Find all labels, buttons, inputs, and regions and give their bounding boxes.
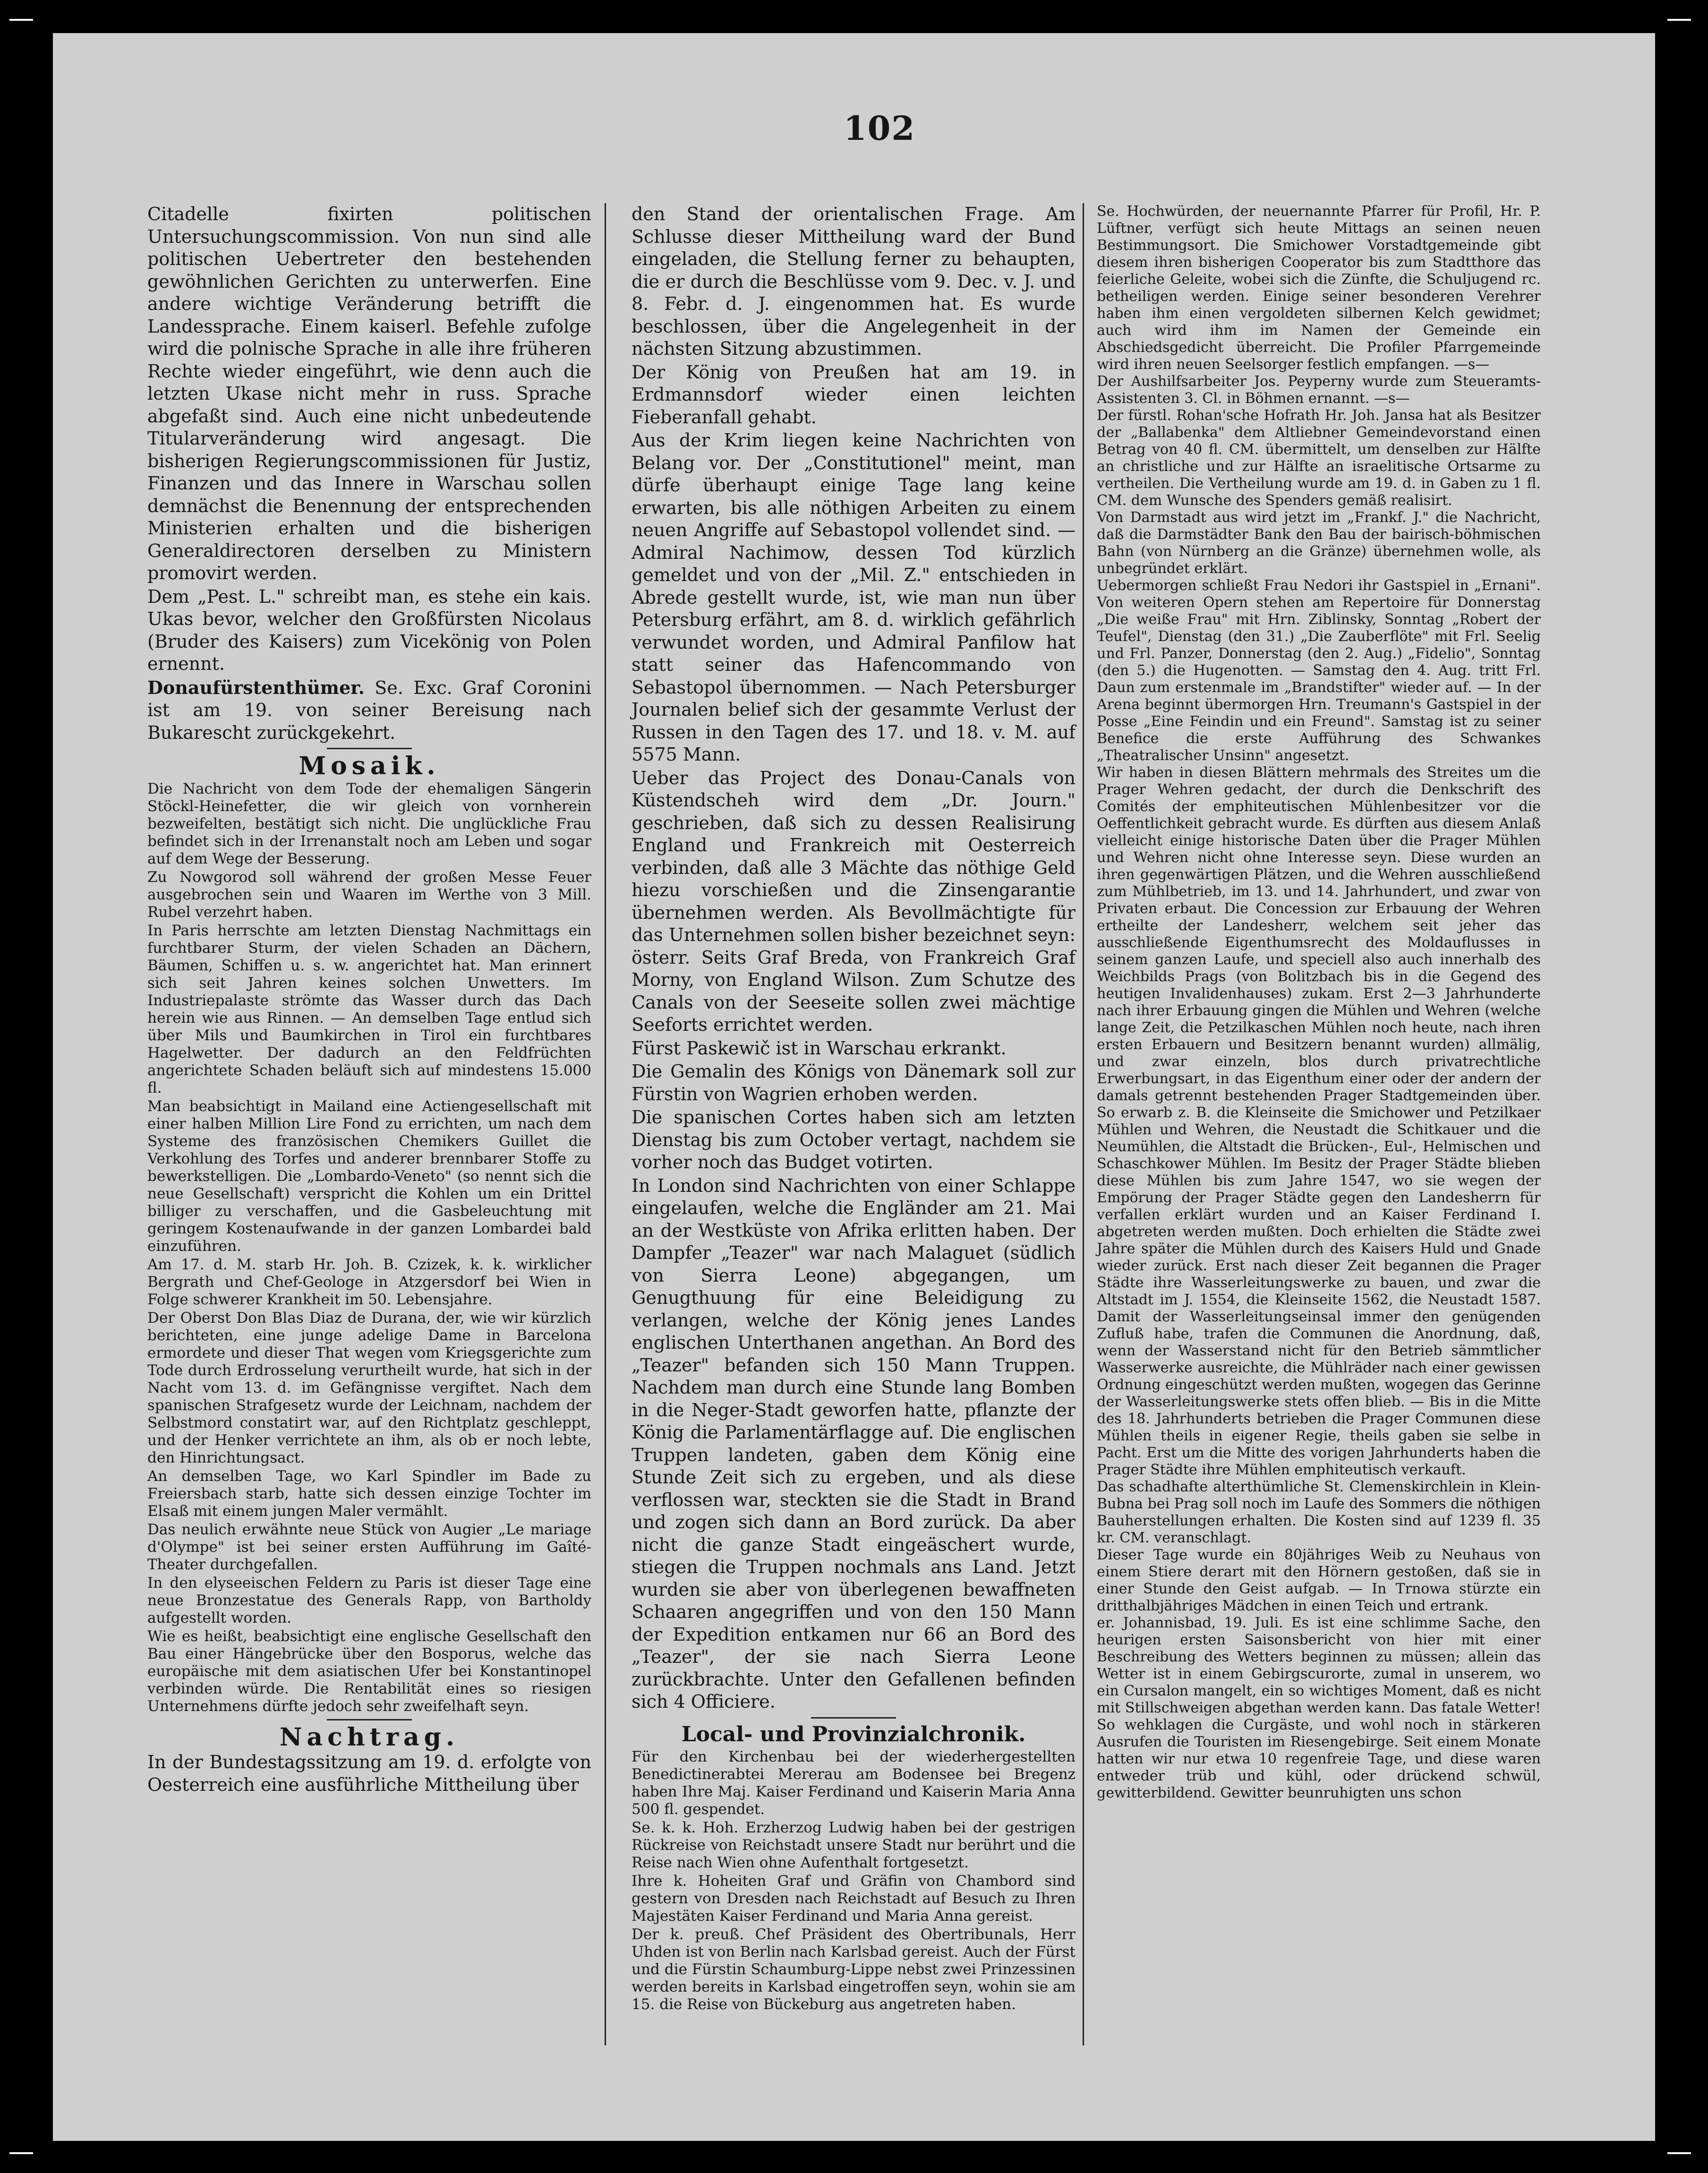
news-item: Wie es heißt, beabsichtigt eine englische Gesellschaft den Bau einer Hängebrücke über den Bosporus, welche das europäische mit dem asiatischen Ufer bei Konstantinopel verbinden würde. Die Rentabilität eines so riesigen Unternehmens dürfte jedoch sehr zweifelhaft seyn. [147,1627,591,1715]
paragraph: In London sind Nachrichten von einer Schlappe eingelaufen, welche die Engländer am 21. Mai an der Westküste von Afrika erlitten haben. Der Dampfer „Teazer" war nach Malaguet (südlich von Sierra Leone) abgegangen, um Genugthuung für eine Beleidigung zu verlangen, welche der König jenes Landes englischen Unterthanen angethan. An Bord des „Teazer" befanden sich 150 Mann Truppen. Nachdem man durch eine Stunde lang Bomben in die Neger-Stadt geworfen hatte, pflanzte der König die Parlamentärflagge auf. Die englischen Truppen landeten, gaben dem König eine Stunde Zeit sich zu ergeben, und als diese verflossen war, steckten sie die Stadt in Brand und zogen sich dann an Bord zurück. Da aber nicht die ganze Stadt eingeäschert wurde, stiegen die Truppen nochmals ans Land. Jetzt wurden sie aber von überlegenen bewaffneten Schaaren angegriffen und von den 150 Mann der Expedition entkamen nur 66 an Bord des „Teazer", der sie nach Sierra Leone zurückbrachte. Unter den Gefallenen befinden sich 4 Officiere. [632,1175,1076,1712]
news-item: Man beabsichtigt in Mailand eine Actiengesellschaft mit einer halben Million Lire Fond zu errichten, um nach dem Systeme des französischen Chemikers Guillet die Verkohlung des Torfes und anderer brennbarer Stoffe zu bewerkstelligen. Die „Lombardo-Veneto" (so nennt sich die neue Gesellschaft) verspricht die Kohlen um ein Drittel billiger zu verschaffen, und die Gasbeleuchtung mit geringem Kostenaufwande in der ganzen Lombardei bald einzuführen. [147,1097,591,1255]
news-item: Die Nachricht von dem Tode der ehemaligen Sängerin Stöckl-Heinefetter, die wir gleich von vornherein bezweifelten, bestätigt sich nicht. Die unglückliche Frau befindet sich in der Irrenanstalt noch am Leben und sogar auf dem Wege der Besserung. [147,780,591,867]
column-1 [147,203,591,2083]
news-item: An demselben Tage, wo Karl Spindler im Bade zu Freiersbach starb, hatte sich dessen einzige Tochter im Elsaß mit einem jungen Maler vermählt. [147,1467,591,1520]
news-item: In Paris herrschte am letzten Dienstag Nachmittags ein furchtbarer Sturm, der vielen Schaden an Dächern, Bäumen, Schiffen u. s. w. angerichtet hat. Man erinnert sich seit Jahren keines solchen Unwetters. Im Industriepalaste strömte das Wasser durch das Dach herein wie aus Rinnen. — An demselben Tage entlud sich über Mils und Baumkirchen in Tirol ein furchtbares Hagelwetter. Der dadurch an den Feldfrüchten angerichtete Schaden beläuft sich auf mindestens 15.000 fl. [147,922,591,1096]
news-item: Dieser Tage wurde ein 80jähriges Weib zu Neuhaus von einem Stiere derart mit den Hörnern gestoßen, daß sie in einer Stunde den Geist aufgab. — In Trnowa stürzte ein dritthalbjähriges Mädchen in einen Teich und ertrank. [1097,1547,1541,1614]
crop-mark [9,19,33,21]
newspaper-page [53,33,1655,2141]
news-item: Uebermorgen schließt Frau Nedori ihr Gastspiel in „Ernani". Von weiteren Opern stehen am Repertoire für Donnerstag „Die weiße Frau" mit Hrn. Ziblinsky, Sonntag „Robert der Teufel", Dienstag (den 31.) „Die Zauberflöte" mit Frl. Seelig und Frl. Panzer, Donnerstag (den 2. Aug.) „Fidelio", Sonntag (den 5.) die Hugenotten. — Samstag den 4. Aug. tritt Frl. Daun zum erstenmale im „Brandstifter" wieder auf. — In der Arena beginnt übermorgen Hrn. Treumann's Gastspiel in der Posse „Eine Feindin und ein Freund". Samstag ist zu seiner Benefice die erste Aufführung des Schwankes „Theatralischer Unsinn" angesetzt. [1097,577,1541,764]
crop-mark [9,2152,33,2154]
separator-rule [327,748,412,749]
section-subheading: Donaufürstenthümer. [147,676,365,698]
news-item: Zu Nowgorod soll während der großen Messe Feuer ausgebrochen sein und Waaren im Werthe von 3 Mill. Rubel verzehrt haben. [147,868,591,921]
news-item: Von Darmstadt aus wird jetzt im „Frankf. J." die Nachricht, daß die Darmstädter Bank den Bau der bairisch-böhmischen Bahn (von Nürnberg an die Gränze) übernehmen wolle, als unbegründet erklärt. [1097,509,1541,577]
news-item: Se. k. k. Hoh. Erzherzog Ludwig haben bei der gestrigen Rückreise von Reichstadt unsere Stadt nur berührt und die Reise nach Wien ohne Aufenthalt fortgesetzt. [632,1819,1076,1871]
news-item: Der Oberst Don Blas Diaz de Durana, der, wie wir kürzlich berichteten, eine junge adelige Dame in Barcelona ermordete und dieser That wegen vom Kriegsgerichte zum Tode durch Erdrosselung verurtheilt wurde, hat sich in der Nacht vom 13. d. im Gefängnisse vergiftet. Nach dem spanischen Strafgesetz wurde der Leichnam, nachdem der Selbstmord constatirt war, auf den Richtplatz geschleppt, und der Henker verrichtete an ihm, als ob er noch lebte, den Hinrichtungsact. [147,1309,591,1466]
paragraph: den Stand der orientalischen Frage. Am Schlusse dieser Mittheilung ward der Bund eingeladen, die Stellung ferner zu behaupten, die er durch die Beschlüsse vom 9. Dec. v. J. und 8. Febr. d. J. eingenommen hat. Es wurde beschlossen, über die Angelegenheit in der nächsten Sitzung abzustimmen. [632,204,1076,359]
column-rule-right [1083,203,1084,2045]
paragraph: Aus der Krim liegen keine Nachrichten von Belang vor. Der „Constitutionel" meint, man dürfe überhaupt einige Tage lang keine erwarten, bis alle nöthigen Arbeiten zu einem neuen Angriffe auf Sebastopol vollendet sind. — Admiral Nachimow, dessen Tod kürzlich gemeldet und von der „Mil. Z." entschieden in Abrede gestellt wurde, ist, wie man nun über Petersburg erfährt, am 8. d. wirklich gefährlich verwundet worden, und Admiral Panfilow hat statt seiner das Hafencommando von Sebastopol übernommen. — Nach Petersburger Journalen belief sich der gesammte Verlust der Russen in den Tagen des 17. und 18. v. M. auf 5575 Mann. [632,430,1076,765]
news-item: Ihre k. Hoheiten Graf und Gräfin von Chambord sind gestern von Dresden nach Reichstadt auf Besuch zu Ihren Majestäten Kaiser Ferdinand und Maria Anna gereist. [632,1873,1076,1925]
separator-rule [811,1717,896,1719]
paragraph: Die spanischen Cortes haben sich am letzten Dienstag bis zum October vertagt, nachdem sie vorher noch das Budget votirten. [632,1107,1076,1172]
crop-mark [1667,19,1691,21]
paragraph: Citadelle fixirten politischen Untersuchungscommission. Von nun sind alle politischen Uebertreter den bestehenden gewöhnlichen Gerichten zu unterwerfen. Eine andere wichtige Veränderung betrifft die Landessprache. Einem kaiserl. Befehle zufolge wird die polnische Sprache in alle ihre früheren Rechte wieder eingeführt, wie denn auch die letzten Ukase nicht mehr in russ. Sprache abgefaßt sind. Auch eine nicht unbedeutende Titularveränderung wird angesagt. Die bisherigen Regierungscommissionen für Justiz, Finanzen und das Innere in Warschau sollen demnächst die Benennung der entsprechenden Ministerien erhalten und die bisherigen Generaldirectoren derselben zu Ministern promovirt werden. [147,204,591,583]
paragraph-text: Se. Exc. Graf Coronini ist am 19. von seiner Bereisung nach Bukarescht zurückgekehrt. [147,677,591,743]
paragraph: Die Gemalin des Königs von Dänemark soll zur Fürstin von Wagrien erhoben werden. [632,1061,1076,1104]
news-item: Das schadhafte alterthümliche St. Clemenskirchlein in Klein-Bubna bei Prag soll noch im Laufe des Sommers die nöthigen Bauherstellungen erhalten. Die Kosten sind auf 1239 fl. 35 kr. CM. veranschlagt. [1097,1479,1541,1546]
section-heading-local: Local- und Provinzialchronik. [681,1722,1026,1746]
paragraph: Ueber das Project des Donau-Canals von Küstendscheh wird dem „Dr. Journ." geschrieben, daß sich zu dessen Realisirung England und Frankreich mit Oesterreich verbinden, daß alle 3 Mächte das nöthige Geld hiezu vorschießen und die Zinsengarantie übernehmen werden. Als Bevollmächtigte für das Unternehmen sollen bisher bezeichnet seyn: österr. Seits Graf Breda, von Frankreich Graf Morny, von England Wilson. Zum Schutze des Canals von der Seeseite sollen zwei mächtige Seeforts errichtet werden. [632,767,1076,1035]
page-number: 102 [843,109,916,148]
paragraph [147,676,591,744]
news-item: Für den Kirchenbau bei der wiederhergestellten Benedictinerabtei Mererau am Bodensee bei Bregenz haben Ihre Maj. Kaiser Ferdinand und Kaiserin Maria Anna 500 fl. gespendet. [632,1748,1076,1818]
news-item: Se. Hochwürden, der neuernannte Pfarrer für Profil, Hr. P. Lüftner, verfügt sich heute Mittags an seinen neuen Bestimmungsort. Die Smichower Vorstadtgemeinde gibt diesem ihren bisherigen Cooperator bis zum Stadtthore das feierliche Geleite, wobei sich die Zünfte, die Schuljugend rc. betheiligen werden. Einige seiner besonderen Verehrer haben ihm einen vergoldeten silbernen Kelch gewidmet; auch wird ihm im Namen der Gemeinde ein Abschiedsgedicht überreicht. Die Profiler Pfarrgemeinde wird ihren neuen Seelsorger festlich empfangen. —s— [1097,203,1541,373]
news-item: In den elyseeischen Feldern zu Paris ist dieser Tage eine neue Bronzestatue des Generals Rapp, von Bartholdy aufgestellt worden. [147,1574,591,1626]
news-item: Der fürstl. Rohan'sche Hofrath Hr. Joh. Jansa hat als Besitzer der „Ballabenka" dem Altliebner Gemeindevorstand einen Betrag von 40 fl. CM. übermittelt, um denselben zur Hälfte an christliche und zur Hälfte an israelitische Ortsarme zu vertheilen. Die Vertheilung wurde am 19. d. in Gaben zu 1 fl. CM. dem Wunsche des Spenders gemäß realisirt. [1097,407,1541,509]
paragraph: Der König von Preußen hat am 19. in Erdmannsdorf wieder einen leichten Fieberanfall gehabt. [632,361,1076,428]
news-item: Das neulich erwähnte neue Stück von Augier „Le mariage d'Olympe" ist bei seiner ersten Aufführung im Gaîté-Theater durchgefallen. [147,1521,591,1573]
column-3 [1097,203,1541,2083]
column-rule-left [605,203,606,2045]
news-item: er. Johannisbad, 19. Juli. Es ist eine schlimme Sache, den heurigen ersten Saisonsbericht von hier mit einer Beschreibung des Wetters beginnen zu müssen; allein das Wetter ist in einem Gebirgscurorte, zumal in unserem, wo ein Cursalon mangelt, ein so wichtiges Moment, daß es nicht mit Stillschweigen abgethan werden kann. Das fatale Wetter! So wehklagen die Curgäste, und wohl noch in stärkeren Ausrufen die Touristen im Riesengebirge. Seit einem Monate hatten wir nur etwa 10 regenfreie Tage, und diese waren entweder trüb und kühl, oder drückend schwül, gewitterbildend. Gewitter beunruhigten uns schon [1097,1615,1541,1801]
separator-rule [327,1719,412,1720]
section-heading-nachtrag: Nachtrag. [279,1722,460,1752]
crop-mark [1667,2152,1691,2154]
news-item: Der k. preuß. Chef Präsident des Obertribunals, Herr Uhden ist von Berlin nach Karlsbad gereist. Auch der Fürst und die Fürstin Schaumburg-Lippe nebst zwei Prinzessinen werden bereits in Karlsbad eingetroffen seyn, wohin sie am 15. die Reise von Bückeburg aus angetreten haben. [632,1926,1076,2013]
news-item: Am 17. d. M. starb Hr. Joh. B. Czizek, k. k. wirklicher Bergrath und Chef-Geologe in Atzgersdorf bei Wien in Folge schwerer Krankheit im 50. Lebensjahre. [147,1256,591,1308]
column-2 [632,203,1076,2013]
news-item: Wir haben in diesen Blättern mehrmals des Streites um die Prager Wehren gedacht, der durch die Denkschrift des Comités der emphiteutischen Mühlenbesitzer vor die Oeffentlichkeit gebracht wurde. Es dürften aus diesem Anlaß vielleicht einige historische Daten über die Prager Mühlen und Wehren nicht ohne Interesse seyn. Diese wurden an ihren gegenwärtigen Plätzen, und die Wehren ausschließend zum Mühlbetrieb, im 13. und 14. Jahrhundert, und zwar von Privaten erbaut. Die Concession zur Erbauung der Wehren ertheilte der Landesherr, welchem seit jeher das ausschließende Eigenthumsrecht des Moldauflusses in seinem ganzen Laufe, und speciell also auch innerhalb des Weichbilds Prags (von Bolitzbach bis in die Gegend des heutigen Invalidenhauses) zukam. Erst 2—3 Jahrhunderte nach ihrer Erbauung gingen die Mühlen und Wehren (welche lange Zeit, die Petzilkaschen Mühlen noch heute, nach ihren ersten Erbauern und Besitzern benannt wurden) allmälig, und zwar einzeln, blos durch privatrechtliche Erwerbungsart, in das Eigenthum einer oder der andern der damals getrennt bestehenden Prager Stadtgemeinden über. So erwarb z. B. die Kleinseite die Smichower und Petzilkaer Mühlen und Wehren, die Neustadt die Schitkauer und die Neumühlen, die Altstadt die Brücken-, Eul-, Helmischen und Schaschkower Mühlen. Im Besitz der Prager Städte blieben diese Mühlen bis zum Jahre 1547, wo sie wegen der Empörung der Prager Städte gegen den Landesherrn für verfallen erklärt wurden und an Kaiser Ferdinand I. abgetreten werden mußten. Doch erhielten die Städte zwei Jahre später die Mühlen durch des Kaisers Huld und Gnade wieder zurück. Erst nach dieser Zeit begannen die Prager Städte ihre Wasserleitungswerke zu bauen, und zwar die Altstadt im J. 1554, die Kleinseite 1562, die Neustadt 1587. Damit der Wasserleitungseinsal immer den genügenden Zufluß habe, trafen die Communen die Anordnung, daß, wenn der Wasserstand nicht für den Betrieb sämmtlicher Wasserwerke ausreichte, die Mühlräder nach einer gewissen Ordnung eingeschützt werden mußten, wogegen das Gerinne der Wasserleitungswerke stets offen blieb. — Bis in die Mitte des 18. Jahrhunderts betrieben die Prager Communen diese Mühlen theils in eigener Regie, theils gaben sie selbe in Pacht. Erst um die Mitte des vorigen Jahrhunderts haben die Prager Städte ihre Mühlen emphiteutisch verkauft. [1097,764,1541,1478]
paragraph: Dem „Pest. L." schreibt man, es stehe ein kais. Ukas bevor, welcher den Großfürsten Nicolaus (Bruder des Kaisers) zum Vicekönig von Polen ernennt. [147,586,591,674]
paragraph: Fürst Paskewič ist in Warschau erkrankt. [632,1037,1007,1059]
news-item: Der Aushilfsarbeiter Jos. Peyperny wurde zum Steueramts-Assistenten 3. Cl. in Böhmen ernannt. —s— [1097,373,1541,407]
section-heading-mosaik: Mosaik. [299,752,440,780]
paragraph: In der Bundestagssitzung am 19. d. erfolgte von Oesterreich eine ausführliche Mittheilung über [147,1752,591,1795]
